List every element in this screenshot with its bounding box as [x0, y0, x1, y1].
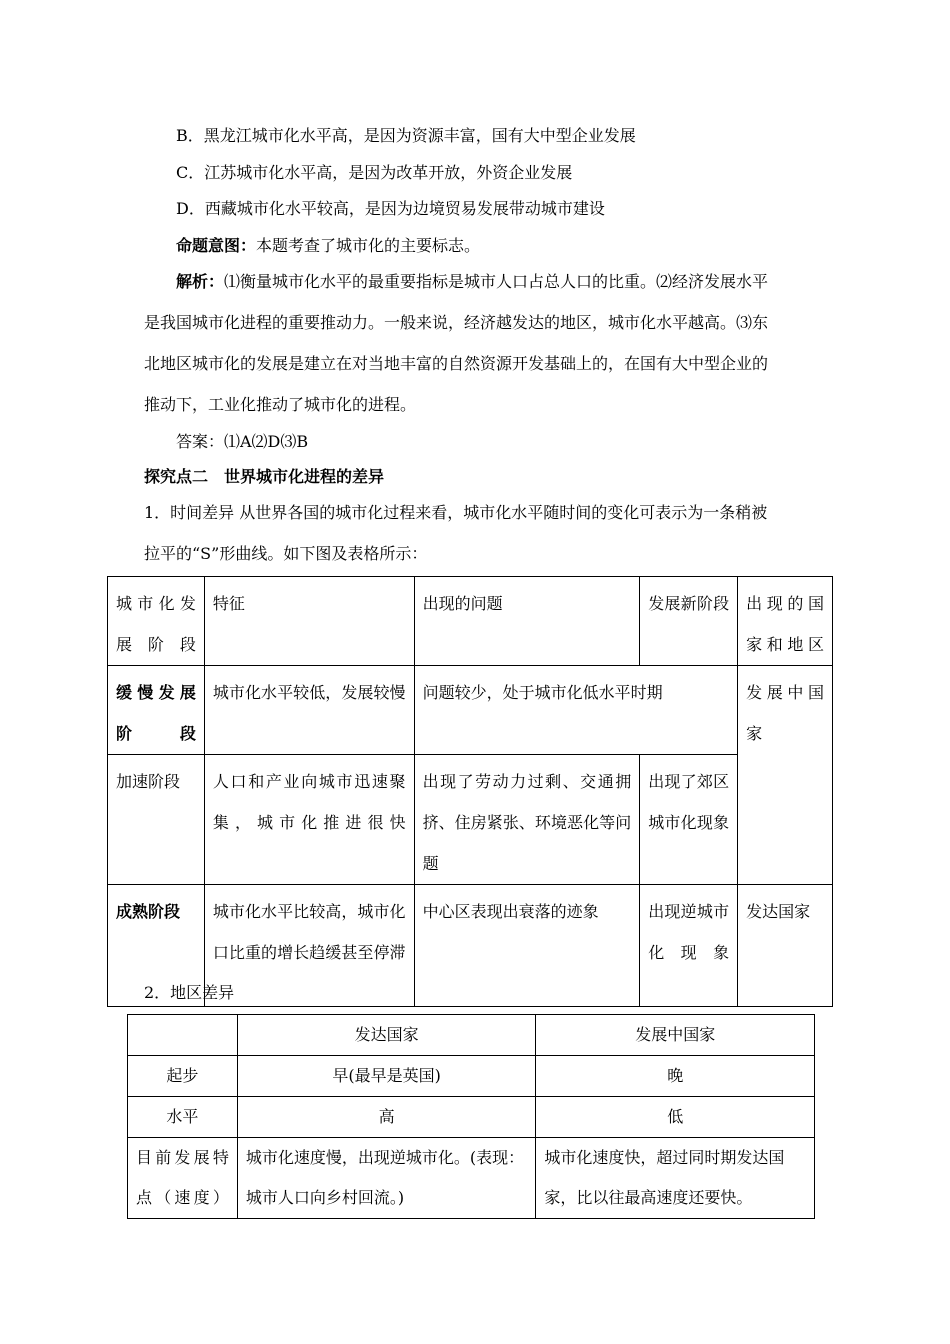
- table-row: [108, 666, 833, 755]
- row-label: 起步: [128, 1056, 238, 1097]
- analysis-line-3: 北地区城市化的发展是建立在对当地丰富的自然资源开发基础上的，在国有大中型企业的: [144, 354, 769, 373]
- header-developed: 发达国家: [237, 1015, 536, 1056]
- problem-cell: 出现了劳动力过剩、交通拥挤、住房紧张、环境恶化等问题: [414, 755, 640, 885]
- header-problem: 出现的问题: [414, 577, 640, 666]
- time-diff-line-1: 1．时间差异 从世界各国的城市化过程来看，城市化水平随时间的变化可表示为一条稍被: [144, 503, 768, 522]
- row-label: 目前发展特点（速度）: [128, 1138, 238, 1219]
- urbanization-stage-table: [107, 576, 833, 1007]
- feature-cell: 城市化水平比较高，城市化口比重的增长趋缓甚至停滞: [204, 885, 414, 1007]
- option-b: B．黑龙江城市化水平高，是因为资源丰富，国有大中型企业发展: [176, 126, 636, 145]
- region-cell: 发展中国家: [738, 666, 833, 885]
- stage-cell: 成熟阶段: [108, 885, 205, 1007]
- answer: 答案：⑴A⑵D⑶B: [176, 432, 309, 451]
- header-new-stage: 发展新阶段: [640, 577, 738, 666]
- stage-cell: 缓慢发展阶段: [108, 666, 205, 755]
- analysis-line-1: [176, 272, 768, 292]
- header-empty: [128, 1015, 238, 1056]
- developing-cell: 低: [536, 1097, 815, 1138]
- developed-cell: 城市化速度慢，出现逆城市化。(表现：城市人口向乡村回流。): [237, 1138, 536, 1219]
- analysis-text-1: ⑴衡量城市化水平的最重要指标是城市人口占总人口的比重。⑵经济发展水平: [224, 272, 769, 291]
- table-row: [108, 755, 833, 885]
- header-region: 出现的国家和地区: [738, 577, 833, 666]
- option-c: C．江苏城市化水平高，是因为改革开放，外资企业发展: [176, 163, 573, 182]
- region-diff-table: [127, 1014, 815, 1219]
- row-label: 水平: [128, 1097, 238, 1138]
- section-title: 探究点二 世界城市化进程的差异: [144, 467, 385, 486]
- intent-label: 命题意图：: [176, 236, 257, 255]
- table-row: [128, 1056, 815, 1097]
- developing-cell: 城市化速度快，超过同时期发达国家，比以往最高速度还要快。: [536, 1138, 815, 1219]
- developed-cell: 早(最早是英国): [237, 1056, 536, 1097]
- new-stage-cell: 出现逆城市化现象: [640, 885, 738, 1007]
- region-cell: 发达国家: [738, 885, 833, 1007]
- problem-cell: 中心区表现出衰落的迹象: [414, 885, 640, 1007]
- region-diff-title: 2．地区差异: [144, 983, 235, 1002]
- header-feature: 特征: [204, 577, 414, 666]
- feature-cell: 城市化水平较低，发展较慢: [204, 666, 414, 755]
- table-row: [128, 1097, 815, 1138]
- option-d: D．西藏城市化水平较高，是因为边境贸易发展带动城市建设: [176, 199, 605, 218]
- header-stage: 城市化发展阶段: [108, 577, 205, 666]
- developing-cell: 晚: [536, 1056, 815, 1097]
- intent-line: [176, 236, 480, 256]
- analysis-label: 解析：: [176, 272, 225, 291]
- intent-text: 本题考查了城市化的主要标志。: [256, 236, 481, 255]
- new-stage-cell: 出现了郊区城市化现象: [640, 755, 738, 885]
- problem-cell: 问题较少，处于城市化低水平时期: [414, 666, 738, 755]
- time-diff-line-2: 拉平的“S”形曲线。如下图及表格所示：: [144, 544, 428, 563]
- developed-cell: 高: [237, 1097, 536, 1138]
- table-header-row: [128, 1015, 815, 1056]
- analysis-line-4: 推动下，工业化推动了城市化的进程。: [144, 395, 417, 414]
- table-row: [128, 1138, 815, 1219]
- header-developing: 发展中国家: [536, 1015, 815, 1056]
- analysis-line-2: 是我国城市化进程的重要推动力。一般来说，经济越发达的地区，城市化水平越高。⑶东: [144, 313, 769, 332]
- stage-cell: 加速阶段: [108, 755, 205, 885]
- table-header-row: [108, 577, 833, 666]
- feature-cell: 人口和产业向城市迅速聚集，城市化推进很快: [204, 755, 414, 885]
